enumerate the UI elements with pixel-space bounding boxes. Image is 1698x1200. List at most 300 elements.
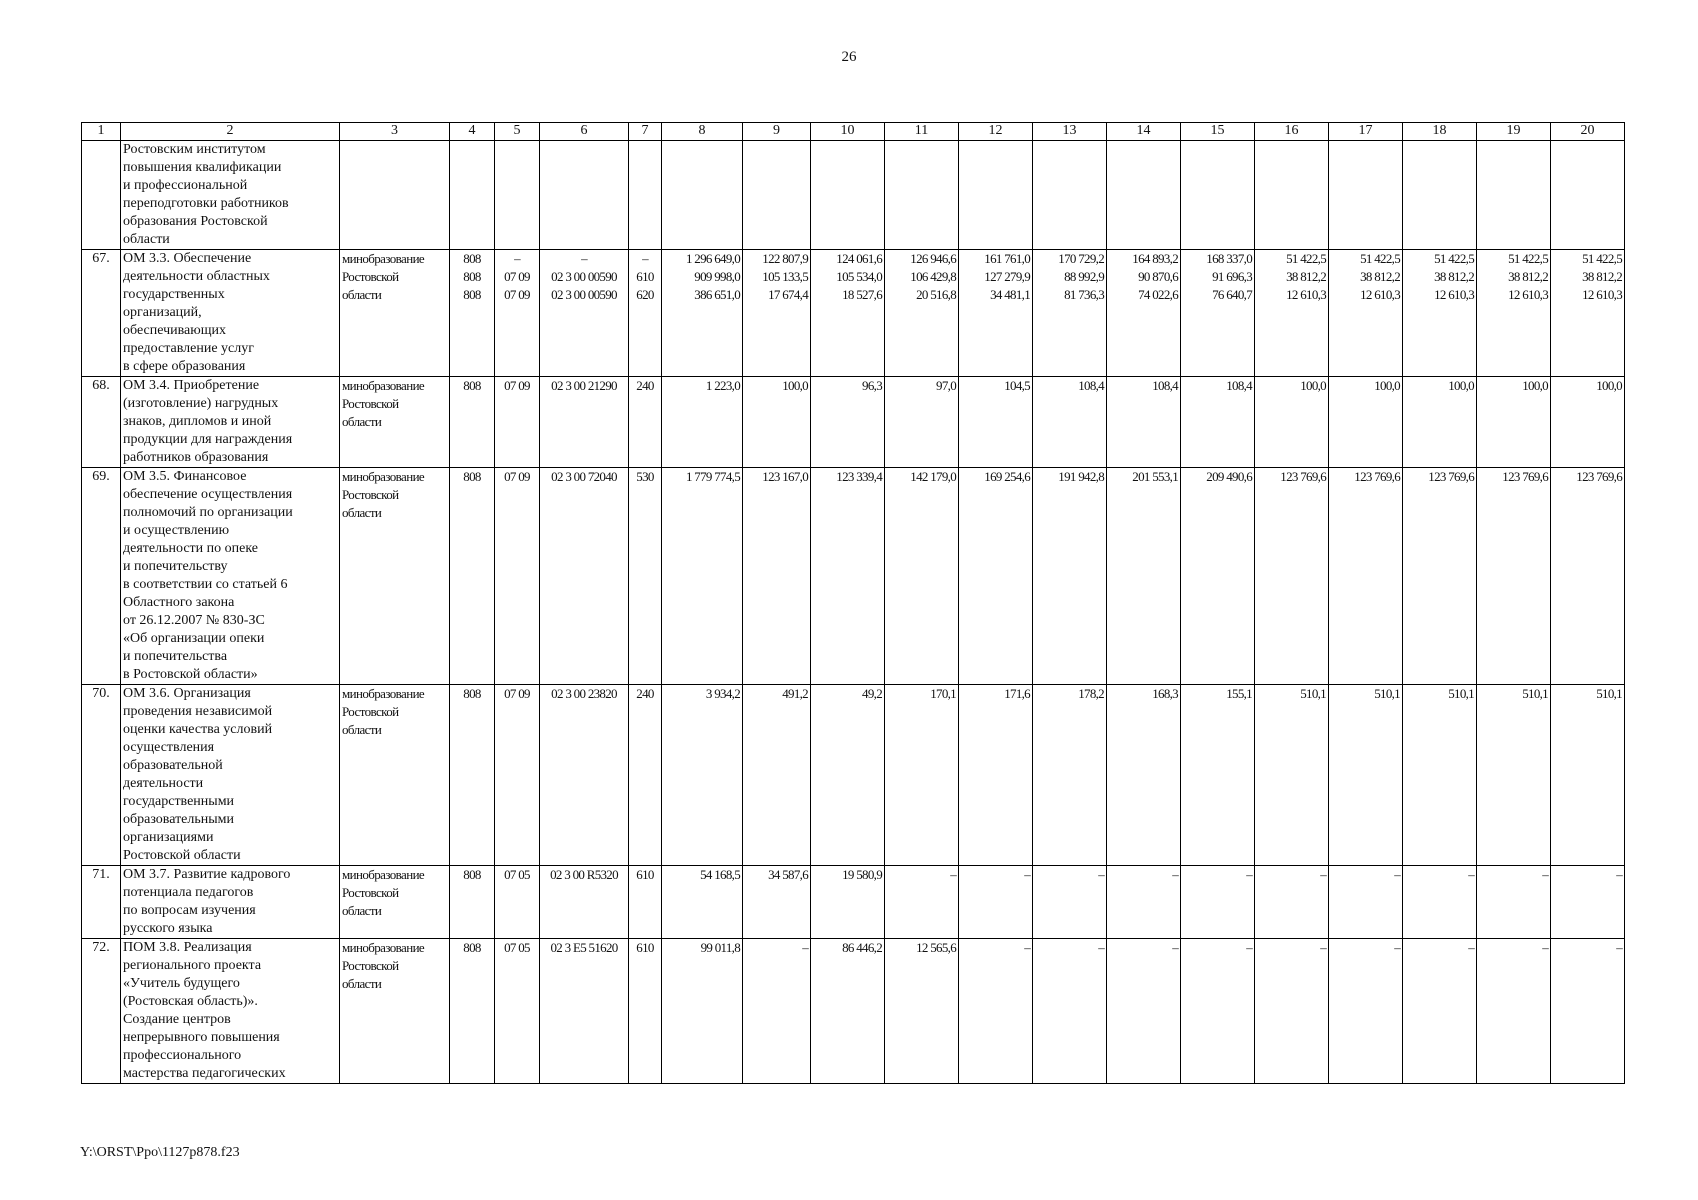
executor-line: области: [342, 976, 382, 991]
amount-value: 3 934,2: [705, 686, 740, 701]
executor-line: Ростовской: [342, 487, 399, 502]
measure-name-line: непрерывного повышения: [123, 1030, 280, 1045]
budget-code-cell: [629, 685, 662, 866]
amount-cell: [1255, 377, 1329, 468]
amount-value: –: [1468, 940, 1474, 955]
budget-code-cell: [540, 141, 629, 250]
amount-value: 34 587,6: [768, 867, 808, 882]
amount-cell: [811, 250, 885, 377]
amount-value: 169 254,6: [984, 469, 1030, 484]
amount-value: –: [1542, 940, 1548, 955]
budget-code: 808: [463, 269, 481, 284]
measure-name: [121, 250, 340, 377]
amount-value: 123 769,6: [1576, 469, 1622, 484]
amount-value: 105 534,0: [836, 269, 882, 284]
measure-name-line: знаков, дипломов и иной: [123, 414, 272, 429]
row-number: [82, 141, 121, 250]
amount-value: 18 527,6: [842, 287, 882, 302]
amount-cell: [1107, 250, 1181, 377]
budget-code-cell: [540, 250, 629, 377]
amount-cell: [1033, 685, 1107, 866]
table-row: [82, 141, 1625, 250]
amount-value: 209 490,6: [1206, 469, 1252, 484]
amount-cell: [959, 685, 1033, 866]
table-row: [82, 939, 1625, 1084]
amount-value: 38 812,2: [1582, 269, 1622, 284]
budget-code-cell: [629, 141, 662, 250]
amount-value: 168,3: [1152, 686, 1178, 701]
amount-value: 100,0: [1522, 378, 1548, 393]
amount-cell: [1329, 141, 1403, 250]
amount-cell: [1477, 866, 1551, 939]
amount-cell: [1033, 377, 1107, 468]
amount-value: 123 769,6: [1280, 469, 1326, 484]
amount-value: 12 610,3: [1434, 287, 1474, 302]
executor-line: области: [342, 414, 382, 429]
executor-line: Ростовской: [342, 269, 399, 284]
amount-value: 12 610,3: [1582, 287, 1622, 302]
measure-name: [121, 141, 340, 250]
amount-value: 1 779 774,5: [685, 469, 740, 484]
amount-value: –: [1098, 867, 1104, 882]
amount-value: 155,1: [1226, 686, 1252, 701]
measure-name-line: Создание центров: [123, 1012, 231, 1027]
executor: [340, 685, 450, 866]
measure-name: [121, 685, 340, 866]
budget-code: –: [514, 251, 520, 266]
budget-table: [81, 122, 1625, 1084]
measure-name-line: повышения квалификации: [123, 160, 282, 175]
measure-name-line: деятельности областных: [123, 269, 270, 284]
column-header: 11: [885, 123, 959, 141]
budget-code: 02 3 00 21290: [551, 378, 617, 393]
amount-cell: [1477, 141, 1551, 250]
budget-code: 02 3 00 R5320: [550, 867, 618, 882]
amount-cell: [885, 377, 959, 468]
amount-value: 91 696,3: [1212, 269, 1252, 284]
amount-cell: [1551, 377, 1625, 468]
measure-name-line: русского языка: [123, 921, 213, 936]
amount-cell: [1255, 141, 1329, 250]
measure-name-line: деятельности: [123, 776, 204, 791]
amount-cell: [662, 939, 743, 1084]
table-row: [82, 377, 1625, 468]
amount-cell: [743, 377, 811, 468]
measure-name-line: деятельности по опеке: [123, 541, 259, 556]
measure-name-line: потенциала педагогов: [123, 885, 254, 900]
amount-cell: [1181, 377, 1255, 468]
measure-name-line: «Учитель будущего: [123, 976, 240, 991]
amount-cell: [1107, 866, 1181, 939]
executor-line: минобразование: [342, 686, 425, 701]
budget-code: 07 05: [504, 867, 530, 882]
amount-value: 171,6: [1004, 686, 1030, 701]
budget-code: 07 09: [504, 686, 530, 701]
amount-value: –: [1616, 940, 1622, 955]
amount-cell: [1107, 939, 1181, 1084]
amount-cell: [959, 250, 1033, 377]
amount-cell: [1477, 939, 1551, 1084]
budget-code-cell: [450, 377, 495, 468]
executor-line: Ростовской: [342, 396, 399, 411]
amount-value: 38 812,2: [1360, 269, 1400, 284]
budget-code-cell: [629, 866, 662, 939]
budget-code: 02 3 00 00590: [551, 287, 617, 302]
budget-code-cell: [450, 939, 495, 1084]
budget-code: 808: [463, 378, 481, 393]
amount-cell: [811, 468, 885, 685]
budget-code-cell: [495, 866, 540, 939]
amount-value: –: [1098, 940, 1104, 955]
amount-cell: [1329, 377, 1403, 468]
amount-value: 161 761,0: [984, 251, 1030, 266]
measure-name-line: «Об организации опеки: [123, 631, 265, 646]
amount-cell: [1181, 250, 1255, 377]
amount-value: 191 942,8: [1058, 469, 1104, 484]
amount-cell: [1551, 685, 1625, 866]
amount-cell: [1255, 685, 1329, 866]
budget-code: 240: [636, 378, 654, 393]
amount-value: 34 481,1: [990, 287, 1030, 302]
budget-code-cell: [495, 468, 540, 685]
amount-cell: [1181, 685, 1255, 866]
measure-name: [121, 939, 340, 1084]
amount-value: –: [1394, 867, 1400, 882]
amount-cell: [959, 939, 1033, 1084]
amount-value: 51 422,5: [1508, 251, 1548, 266]
budget-code: 808: [463, 251, 481, 266]
amount-cell: [1181, 866, 1255, 939]
amount-cell: [1477, 250, 1551, 377]
amount-value: 100,0: [1300, 378, 1326, 393]
amount-value: 38 812,2: [1508, 269, 1548, 284]
measure-name-line: образовательными: [123, 812, 235, 827]
amount-cell: [1033, 939, 1107, 1084]
amount-cell: [1477, 685, 1551, 866]
amount-value: 49,2: [862, 686, 882, 701]
amount-cell: [743, 866, 811, 939]
budget-code: 808: [463, 867, 481, 882]
amount-value: 51 422,5: [1360, 251, 1400, 266]
measure-name-line: государственных: [123, 287, 225, 302]
budget-code: 07 09: [504, 287, 530, 302]
measure-name-line: Областного закона: [123, 595, 235, 610]
amount-value: 386 651,0: [694, 287, 740, 302]
measure-name-line: в соответствии со статьей 6: [123, 577, 288, 592]
row-number: 71.: [82, 866, 121, 939]
amount-cell: [662, 377, 743, 468]
amount-cell: [1329, 468, 1403, 685]
measure-name-line: полномочий по организации: [123, 505, 293, 520]
amount-value: 100,0: [782, 378, 808, 393]
amount-value: 96,3: [862, 378, 882, 393]
table-row: [82, 866, 1625, 939]
amount-value: 38 812,2: [1286, 269, 1326, 284]
amount-cell: [1255, 939, 1329, 1084]
amount-cell: [1477, 468, 1551, 685]
amount-value: 510,1: [1300, 686, 1326, 701]
amount-cell: [662, 468, 743, 685]
budget-code-cell: [629, 377, 662, 468]
measure-name-line: Ростовской области: [123, 848, 241, 863]
amount-value: 20 516,8: [916, 287, 956, 302]
amount-cell: [885, 250, 959, 377]
budget-code: 07 09: [504, 269, 530, 284]
budget-code: –: [642, 251, 648, 266]
column-header: 18: [1403, 123, 1477, 141]
budget-code-cell: [629, 250, 662, 377]
budget-code: 02 3 00 23820: [551, 686, 617, 701]
amount-cell: [662, 685, 743, 866]
amount-value: 104,5: [1004, 378, 1030, 393]
amount-value: 1 223,0: [705, 378, 740, 393]
budget-code-cell: [495, 685, 540, 866]
budget-code: 02 3 00 72040: [551, 469, 617, 484]
budget-code: 240: [636, 686, 654, 701]
row-number: 72.: [82, 939, 121, 1084]
amount-value: 51 422,5: [1434, 251, 1474, 266]
measure-name-line: и попечительства: [123, 649, 228, 664]
amount-value: 201 553,1: [1132, 469, 1178, 484]
table-row: [82, 685, 1625, 866]
budget-code: 808: [463, 940, 481, 955]
amount-cell: [1255, 866, 1329, 939]
measure-name-line: ОМ 3.5. Финансовое: [123, 469, 247, 484]
amount-cell: [1403, 377, 1477, 468]
budget-code-cell: [495, 377, 540, 468]
amount-cell: [743, 939, 811, 1084]
budget-code-cell: [495, 939, 540, 1084]
amount-value: 99 011,8: [700, 940, 740, 955]
amount-cell: [885, 866, 959, 939]
budget-code: 808: [463, 469, 481, 484]
amount-value: 170,1: [930, 686, 956, 701]
amount-value: 12 565,6: [916, 940, 956, 955]
executor-line: Ростовской: [342, 958, 399, 973]
amount-value: 105 133,5: [762, 269, 808, 284]
measure-name-line: и осуществлению: [123, 523, 230, 538]
amount-cell: [1181, 939, 1255, 1084]
executor-line: минобразование: [342, 940, 425, 955]
amount-value: –: [1616, 867, 1622, 882]
budget-code: 610: [636, 269, 654, 284]
amount-value: 123 167,0: [762, 469, 808, 484]
amount-cell: [1551, 250, 1625, 377]
amount-cell: [1551, 468, 1625, 685]
measure-name: [121, 468, 340, 685]
page-number: 26: [841, 49, 857, 65]
amount-cell: [1033, 468, 1107, 685]
measure-name-line: организациями: [123, 830, 214, 845]
amount-cell: [1403, 939, 1477, 1084]
amount-value: 17 674,4: [768, 287, 808, 302]
budget-code-cell: [540, 377, 629, 468]
measure-name-line: регионального проекта: [123, 958, 262, 973]
amount-cell: [1551, 939, 1625, 1084]
amount-value: 1 296 649,0: [685, 251, 740, 266]
amount-value: 38 812,2: [1434, 269, 1474, 284]
amount-value: 909 998,0: [694, 269, 740, 284]
amount-cell: [1329, 939, 1403, 1084]
amount-value: –: [1394, 940, 1400, 955]
amount-value: 510,1: [1596, 686, 1622, 701]
amount-cell: [885, 939, 959, 1084]
executor: [340, 468, 450, 685]
measure-name-line: обеспечение осуществления: [123, 487, 293, 502]
amount-cell: [662, 141, 743, 250]
measure-name-line: продукции для награждения: [123, 432, 293, 447]
table-header-row: [82, 123, 1625, 141]
executor-line: Ростовской: [342, 704, 399, 719]
budget-code: 808: [463, 287, 481, 302]
amount-cell: [811, 939, 885, 1084]
amount-value: 178,2: [1078, 686, 1104, 701]
column-header: 13: [1033, 123, 1107, 141]
executor: [340, 866, 450, 939]
amount-value: 12 610,3: [1360, 287, 1400, 302]
column-header: 5: [495, 123, 540, 141]
amount-cell: [662, 866, 743, 939]
budget-code-cell: [450, 685, 495, 866]
amount-value: 127 279,9: [984, 269, 1030, 284]
amount-value: –: [1246, 867, 1252, 882]
row-number: 67.: [82, 250, 121, 377]
measure-name-line: обеспечивающих: [123, 323, 226, 338]
measure-name-line: образования Ростовской: [123, 214, 268, 229]
measure-name-line: и профессиональной: [123, 178, 248, 193]
amount-value: 51 422,5: [1582, 251, 1622, 266]
amount-value: –: [802, 940, 808, 955]
amount-cell: [811, 866, 885, 939]
amount-value: 106 429,8: [910, 269, 956, 284]
column-header: 2: [121, 123, 340, 141]
measure-name-line: ПОМ 3.8. Реализация: [123, 940, 252, 955]
amount-cell: [1033, 141, 1107, 250]
amount-cell: [1477, 377, 1551, 468]
amount-cell: [959, 468, 1033, 685]
measure-name-line: ОМ 3.3. Обеспечение: [123, 251, 252, 266]
measure-name-line: ОМ 3.6. Организация: [123, 686, 251, 701]
amount-cell: [885, 468, 959, 685]
amount-cell: [1329, 685, 1403, 866]
amount-value: 164 893,2: [1132, 251, 1178, 266]
amount-value: 124 061,6: [836, 251, 882, 266]
amount-cell: [743, 685, 811, 866]
amount-cell: [1551, 866, 1625, 939]
column-header: 10: [811, 123, 885, 141]
amount-cell: [1403, 866, 1477, 939]
amount-cell: [1033, 250, 1107, 377]
executor-line: области: [342, 903, 382, 918]
amount-cell: [1403, 468, 1477, 685]
column-header: 20: [1551, 123, 1625, 141]
amount-cell: [885, 141, 959, 250]
column-header: 9: [743, 123, 811, 141]
measure-name-line: области: [123, 232, 170, 247]
measure-name-line: переподготовки работников: [123, 196, 289, 211]
amount-cell: [743, 250, 811, 377]
measure-name-line: предоставление услуг: [123, 341, 254, 356]
budget-code: 530: [636, 469, 654, 484]
budget-code: 07 09: [504, 469, 530, 484]
executor-line: минобразование: [342, 251, 425, 266]
amount-value: 123 769,6: [1502, 469, 1548, 484]
measure-name-line: профессионального: [123, 1048, 242, 1063]
amount-value: 88 992,9: [1064, 269, 1104, 284]
amount-value: 170 729,2: [1058, 251, 1104, 266]
amount-value: 142 179,0: [910, 469, 956, 484]
measure-name-line: организаций,: [123, 305, 202, 320]
measure-name-line: в Ростовской области»: [123, 667, 258, 682]
executor-line: области: [342, 505, 382, 520]
budget-code: 620: [636, 287, 654, 302]
executor-line: минобразование: [342, 378, 425, 393]
amount-cell: [811, 141, 885, 250]
measure-name-line: мастерства педагогических: [123, 1066, 286, 1081]
amount-cell: [1181, 141, 1255, 250]
executor-line: минобразование: [342, 867, 425, 882]
amount-cell: [1107, 685, 1181, 866]
column-header: 1: [82, 123, 121, 141]
measure-name-line: от 26.12.2007 № 830-ЗС: [123, 613, 265, 628]
budget-code: 07 09: [504, 378, 530, 393]
amount-value: –: [950, 867, 956, 882]
footer-file-path: Y:\ORST\Ppo\1127p878.f23: [80, 1145, 240, 1160]
column-header: 6: [540, 123, 629, 141]
amount-cell: [1033, 866, 1107, 939]
measure-name: [121, 866, 340, 939]
amount-cell: [811, 685, 885, 866]
budget-code: 02 3 00 00590: [551, 269, 617, 284]
amount-value: 76 640,7: [1212, 287, 1252, 302]
budget-code: –: [581, 251, 587, 266]
amount-cell: [885, 685, 959, 866]
measure-name-line: и попечительству: [123, 559, 228, 574]
budget-code-cell: [540, 866, 629, 939]
column-header: 3: [340, 123, 450, 141]
amount-value: 12 610,3: [1286, 287, 1326, 302]
measure-name-line: по вопросам изучения: [123, 903, 256, 918]
measure-name-line: осуществления: [123, 740, 215, 755]
amount-cell: [811, 377, 885, 468]
amount-cell: [959, 141, 1033, 250]
budget-code-cell: [495, 250, 540, 377]
amount-value: 510,1: [1448, 686, 1474, 701]
amount-value: –: [1172, 940, 1178, 955]
amount-value: 123 769,6: [1354, 469, 1400, 484]
amount-value: 54 168,5: [700, 867, 740, 882]
budget-code-cell: [540, 468, 629, 685]
column-header: 12: [959, 123, 1033, 141]
table-row: [82, 468, 1625, 685]
amount-value: 51 422,5: [1286, 251, 1326, 266]
amount-value: –: [1320, 940, 1326, 955]
measure-name-line: (Ростовская область)».: [123, 994, 258, 1009]
table-row: [82, 250, 1625, 377]
amount-value: 510,1: [1374, 686, 1400, 701]
amount-value: 12 610,3: [1508, 287, 1548, 302]
amount-value: 510,1: [1522, 686, 1548, 701]
amount-cell: [1403, 141, 1477, 250]
row-number: 70.: [82, 685, 121, 866]
budget-code-cell: [450, 468, 495, 685]
amount-cell: [1403, 250, 1477, 377]
amount-cell: [959, 377, 1033, 468]
amount-value: –: [1468, 867, 1474, 882]
budget-code-cell: [540, 939, 629, 1084]
amount-cell: [1107, 377, 1181, 468]
executor: [340, 250, 450, 377]
